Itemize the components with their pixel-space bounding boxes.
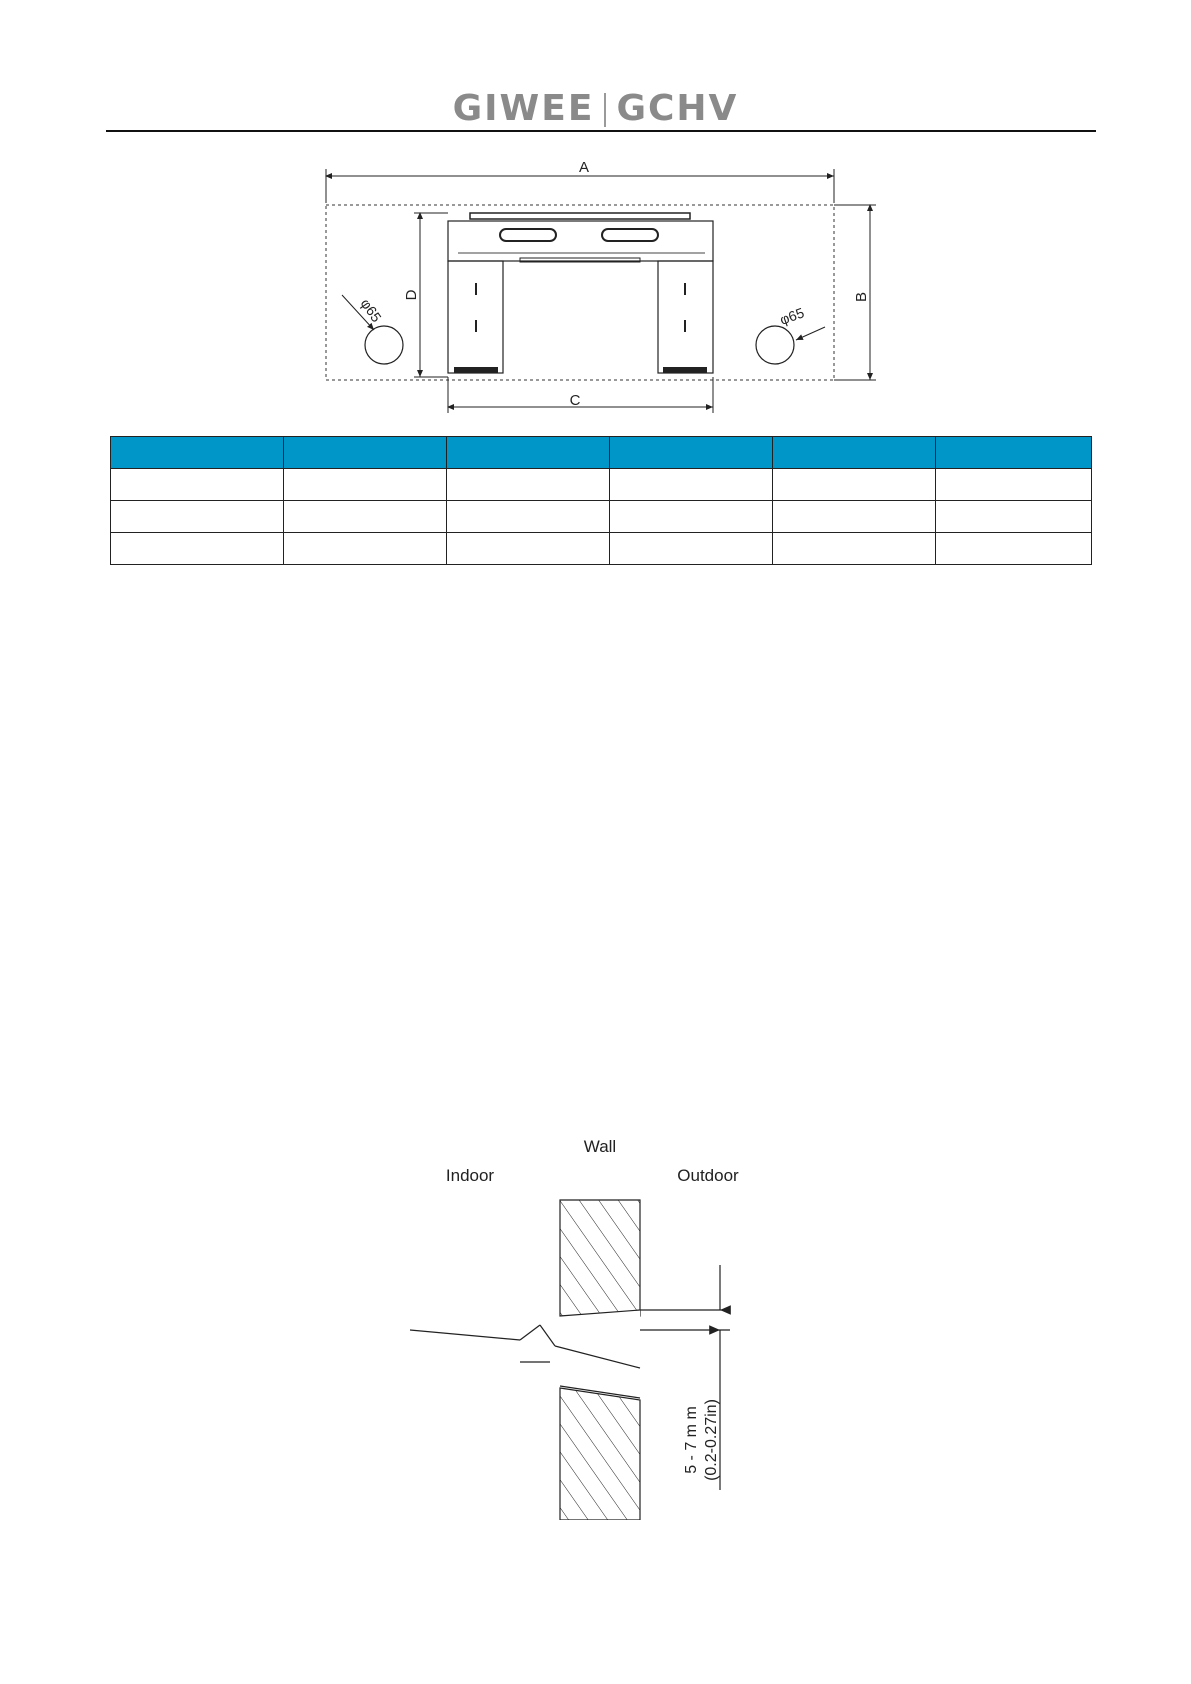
table-cell xyxy=(936,533,1092,565)
header-cell xyxy=(936,437,1092,469)
table-cell xyxy=(111,501,284,533)
logo-separator xyxy=(604,93,606,127)
table-cell xyxy=(284,533,447,565)
plate-top-frame xyxy=(448,221,713,261)
label-a: A xyxy=(578,159,590,176)
table-cell xyxy=(447,533,610,565)
table-cell xyxy=(936,469,1092,501)
mounting-plate-diagram xyxy=(320,155,880,415)
wall-lower xyxy=(560,1388,640,1520)
brand-gchv: GCHV xyxy=(616,88,739,129)
label-wall: Wall xyxy=(583,1140,617,1156)
table-cell xyxy=(936,501,1092,533)
table-cell xyxy=(610,469,773,501)
label-outdoor: Outdoor xyxy=(677,1166,739,1185)
header-cell xyxy=(111,437,284,469)
plate-left-leg xyxy=(448,261,503,373)
table-cell xyxy=(773,469,936,501)
mounting-plate-figure xyxy=(320,155,880,415)
label-hole-left: φ65 xyxy=(357,295,385,325)
table-cell xyxy=(284,469,447,501)
left-pipe-hole xyxy=(365,326,403,364)
header-cell xyxy=(610,437,773,469)
table-cell xyxy=(284,501,447,533)
header-cell xyxy=(284,437,447,469)
label-slope-mm: 5 - 7 m m xyxy=(683,1406,700,1474)
plate-right-leg xyxy=(658,261,713,373)
right-pipe-hole xyxy=(756,326,794,364)
header-rule xyxy=(106,130,1096,132)
table-cell xyxy=(111,533,284,565)
wall-hole-diagram xyxy=(400,1140,780,1520)
brand-logo xyxy=(0,88,1191,129)
wall-hole-figure xyxy=(400,1140,780,1520)
table-row xyxy=(111,533,1092,565)
table-row xyxy=(111,469,1092,501)
pipe-upper xyxy=(410,1330,520,1340)
table-cell xyxy=(773,533,936,565)
table-cell xyxy=(111,469,284,501)
page-header xyxy=(0,0,1191,135)
table-cell xyxy=(610,533,773,565)
wall-upper xyxy=(560,1200,640,1316)
header-cell xyxy=(773,437,936,469)
table-cell xyxy=(610,501,773,533)
label-d: D xyxy=(403,289,420,301)
table-header-row xyxy=(111,437,1092,469)
table-cell xyxy=(447,469,610,501)
label-c: C xyxy=(569,392,581,409)
brand-giwee: GIWEE xyxy=(452,88,595,129)
label-indoor: Indoor xyxy=(445,1166,495,1185)
table-cell xyxy=(773,501,936,533)
dimension-table xyxy=(110,436,1092,565)
table-cell xyxy=(447,501,610,533)
label-b: B xyxy=(853,291,870,303)
header-cell xyxy=(447,437,610,469)
label-hole-right: φ65 xyxy=(777,304,807,328)
table-row xyxy=(111,501,1092,533)
label-slope-in: (0.2-0.27in) xyxy=(703,1399,720,1481)
